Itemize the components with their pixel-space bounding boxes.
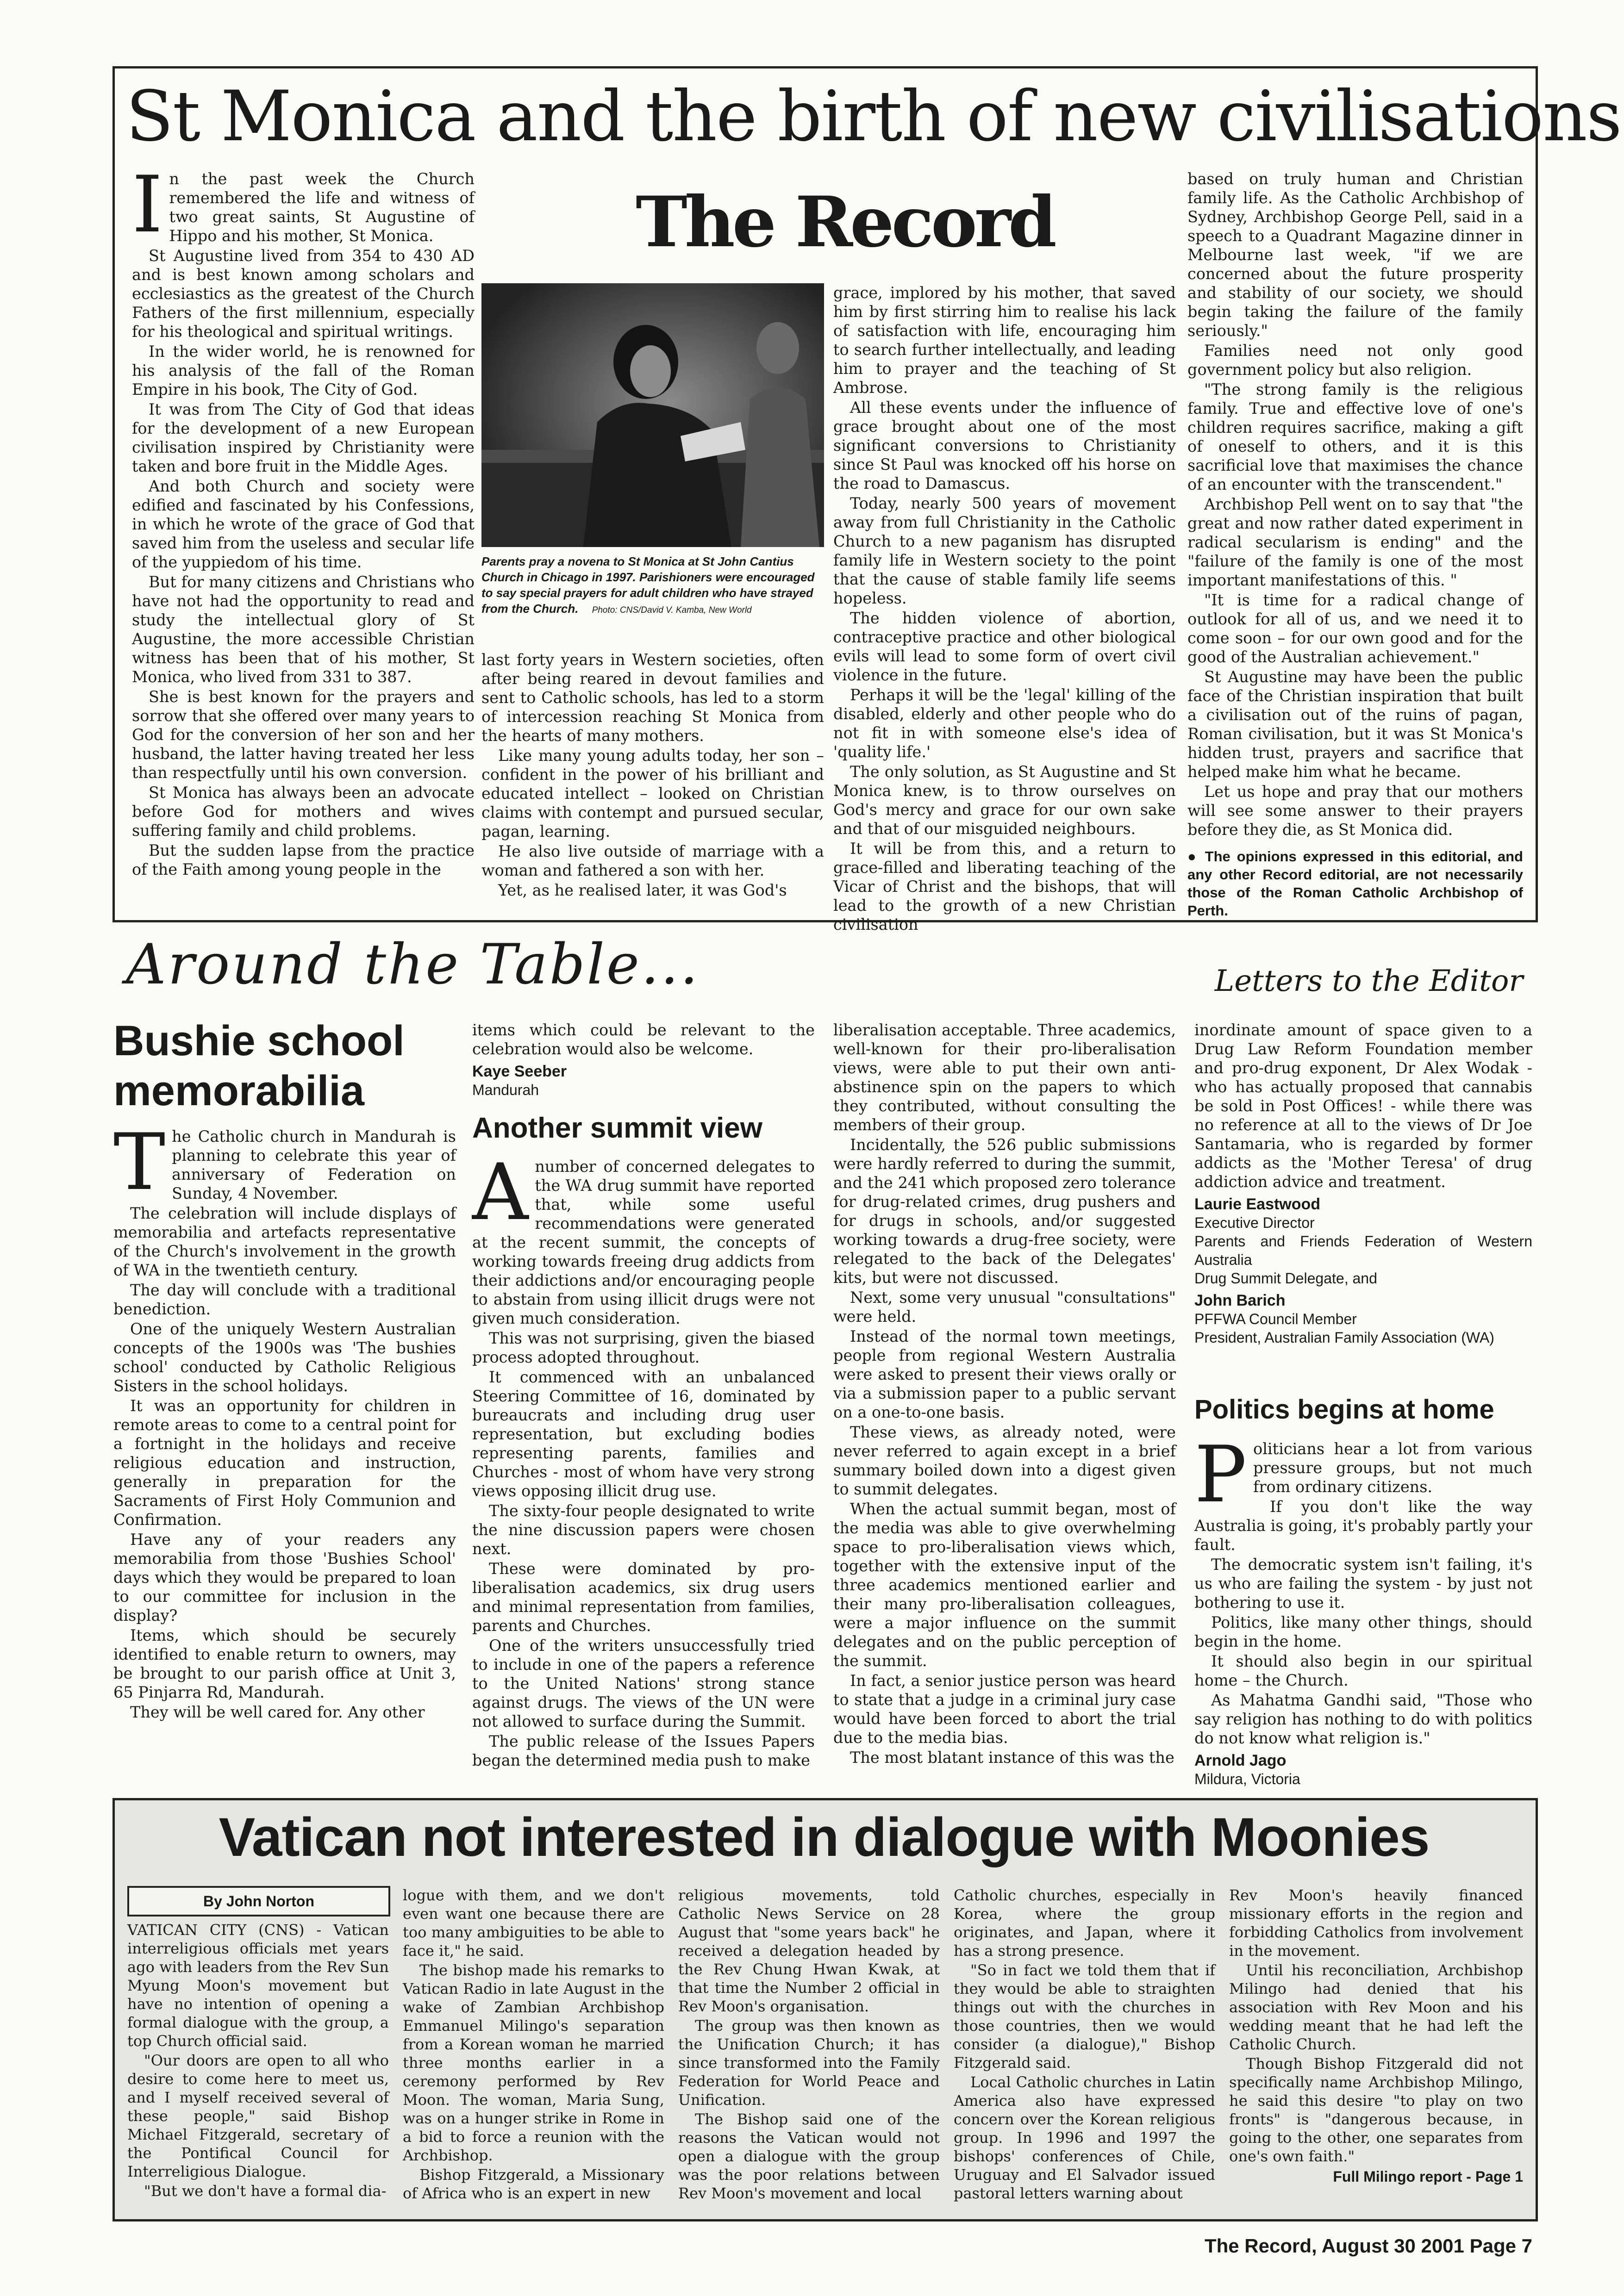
paragraph: The day will conclude with a traditional benediction. bbox=[113, 1281, 456, 1318]
paragraph: This was not surprising, given the biased process adopted throughout. bbox=[472, 1329, 815, 1366]
signature-name: John Barich bbox=[1194, 1292, 1286, 1309]
signature-place: Mildura, Victoria bbox=[1194, 1771, 1300, 1787]
paragraph: he Catholic church in Mandurah is planning to celebrate this year of anniversary of Federation on Sunday, 4 November. bbox=[172, 1127, 456, 1202]
vatican-column-1 bbox=[127, 1921, 389, 2208]
paragraph: n the past week the Church remembered the life and witness of two great saints, St Augustine of Hippo and his mother, St Monica. bbox=[169, 170, 475, 245]
photo-credit: Photo: CNS/David V. Kamba, New World bbox=[592, 605, 752, 615]
paragraph: Incidentally, the 526 public submissions were hardly referred to during the summit, and the 241 which proposed zero tolerance for drug-related crimes, drug pushers and for drugs in schools, and/or suggested working towards a drug-free society, were relegated to the back of the Delegates' kits, but were not discussed. bbox=[833, 1136, 1176, 1287]
paragraph: Though Bishop Fitzgerald did not specifically name Archbishop Milingo, he said this desire "to play on two fronts" is "dangerous because, in going to the other, one separates from one's own faith." bbox=[1229, 2055, 1523, 2165]
signature-line: Executive Director bbox=[1194, 1214, 1315, 1231]
paragraph: The only solution, as St Augustine and St Monica knew, is to throw ourselves on God's mercy and grace for our own sake and that of our misguided neighbours. bbox=[833, 763, 1176, 838]
summit-letter-column-3 bbox=[1194, 1020, 1532, 1391]
paragraph: It commenced with an unbalanced Steering Committee of 16, dominated by bureaucrats and including drug user representation, but excluding bodies representing parents, families and Churches - most of whom have very strong views opposing illicit drug use. bbox=[472, 1368, 815, 1500]
paragraph: The democratic system isn't failing, it's us who are failing the system - by just not bothering to use it. bbox=[1194, 1556, 1532, 1612]
paragraph: The public release of the Issues Papers began the determined media push to make bbox=[472, 1732, 815, 1769]
paragraph: Next, some very unusual "consultations" were held. bbox=[833, 1288, 1176, 1325]
summit-headline: Another summit view bbox=[472, 1112, 762, 1144]
paragraph: These views, as already noted, were never referred to again except in a brief summary boiled down into a digest given to summit delegates. bbox=[833, 1423, 1176, 1498]
paragraph: The Bishop said one of the reasons the Vatican would not open a dialogue with the group was the poor relations between Rev Moon's movement and local bbox=[678, 2110, 940, 2202]
jump-reference[interactable]: Full Milingo report - Page 1 bbox=[1333, 2168, 1523, 2185]
politics-headline: Politics begins at home bbox=[1194, 1394, 1494, 1425]
paragraph: inordinate amount of space given to a Drug Law Reform Foundation member and pro-drug exponent, Dr Alex Wodak - who has actually proposed that cannabis be sold in Post Offices! - while there was no reference at all to the views of Dr Joe Santamaria, who is regarded by former addicts as the 'Mother Teresa' of drug addiction advice and treatment. bbox=[1194, 1021, 1532, 1191]
signature-line: President, Australian Family Association (WA) bbox=[1194, 1329, 1494, 1346]
paragraph: In fact, a senior justice person was heard to state that a judge in a criminal jury case would have been forced to abort the trial due to the media bias. bbox=[833, 1672, 1176, 1747]
byline: By John Norton bbox=[203, 1893, 314, 1910]
vatican-column-4 bbox=[954, 1886, 1215, 2210]
paragraph: St Augustine lived from 354 to 430 AD and is best known among scholars and ecclesiastics as the greatest of the Church Fathers of the first millennium, especially for his theological and spiritual writings. bbox=[132, 247, 475, 341]
summit-letter-column-2 bbox=[833, 1020, 1176, 1796]
paragraph: Perhaps it will be the 'legal' killing of the disabled, elderly and other people who do not fit in with someone else's idea of 'quality life.' bbox=[833, 686, 1176, 761]
paragraph: But the sudden lapse from the practice of the Faith among young people in the bbox=[132, 841, 475, 878]
drop-cap: I bbox=[132, 159, 163, 250]
paragraph: based on truly human and Christian family life. As the Catholic Archbishop of Sydney, Archbishop George Pell, said in a speech to a Quadrant Magazine dinner in Melbourne last week, "if we are concerned about the future prosperity and stability of our society, we should begin taking the failure of the family seriously." bbox=[1187, 170, 1523, 340]
vatican-column-3 bbox=[678, 1886, 940, 2210]
paragraph: They will be well cared for. Any other bbox=[130, 1703, 425, 1721]
paragraph: One of the writers unsuccessfully tried to include in one of the papers a reference to the United Nations' strong stance against drugs. The views of the UN were not allowed to surface during the Summit. bbox=[472, 1636, 815, 1730]
paragraph: She is best known for the prayers and sorrow that she offered over many years to God for the conversion of her son and her husband, the latter having treated her less than respectfully until his own conversion. bbox=[132, 688, 475, 782]
paragraph: St Monica has always been an advocate before God for mothers and wives suffering family and child problems. bbox=[132, 784, 475, 840]
drop-cap: P bbox=[1194, 1429, 1247, 1520]
paragraph: items which could be relevant to the celebration would also be welcome. bbox=[472, 1021, 815, 1058]
masthead-logo: The Record bbox=[636, 181, 1054, 263]
paragraph: The celebration will include displays of memorabilia and artefacts representative of the Church's involvement in the growth of WA in the twentieth century. bbox=[113, 1204, 456, 1279]
paragraph: All these events under the influence of grace brought about one of the most significant conversions to Christianity since St Paul was knocked off his horse on the road to Damascus. bbox=[833, 398, 1176, 492]
paragraph: In the wider world, he is renowned for his analysis of the fall of the Roman Empire in his book, The City of God. bbox=[132, 342, 475, 398]
paragraph: Bishop Fitzgerald, a Missionary of Africa who is an expert in new bbox=[403, 2166, 664, 2202]
paragraph: The most blatant instance of this was the bbox=[850, 1748, 1174, 1767]
editorial-disclaimer: ● The opinions expressed in this editorial, and any other Record editorial, are not necessarily those of the Roman Catholic Archbishop of Perth. bbox=[1187, 848, 1523, 919]
paragraph: Let us hope and pray that our mothers will see some answer to their prayers before they die, as St Monica did. bbox=[1187, 783, 1523, 839]
paragraph: Instead of the normal town meetings, people from regional Western Australia were asked to present their views orally or via a submission paper to a public servant on a one-to-one basis. bbox=[833, 1327, 1176, 1421]
bushie-headline: Bushie school memorabilia bbox=[113, 1017, 405, 1114]
paragraph: Like many young adults today, her son – confident in the power of his brilliant and educated intellect – looked on Christian claims with contempt and pursued secular, pagan, learning. bbox=[481, 747, 824, 840]
photo-illustration bbox=[481, 283, 824, 547]
editorial-column-3 bbox=[833, 283, 1176, 933]
signature-name: Arnold Jago bbox=[1194, 1752, 1287, 1769]
editorial-column-1 bbox=[132, 159, 475, 910]
paragraph: The group was then known as the Unification Church; it has since transformed into the Family Federation for World Peace and Unification. bbox=[678, 2017, 940, 2109]
vatican-headline: Vatican not interested in dialogue with Moonies bbox=[219, 1807, 1430, 1868]
paragraph: "Our doors are open to all who desire to come here to meet us, and I myself received several of these people," said Bishop Michael Fitzgerald, secretary of the Pontifical Council for Interreligious Dialogue. bbox=[127, 2052, 389, 2180]
paragraph: VATICAN CITY (CNS) - Vatican interreligious officials met years ago with leaders from the Rev Sun Myung Moon's movement but have no intention of opening a formal dialogue with the group, a top Church official said. bbox=[127, 1921, 389, 2050]
editorial-headline: St Monica and the birth of new civilisations bbox=[126, 76, 1621, 157]
paragraph: Today, nearly 500 years of movement away from full Christianity in the Catholic Church to a new paganism has disrupted family life in Western society to the point that the cause of stable family life seems hopeless. bbox=[833, 494, 1176, 607]
paragraph: When the actual summit began, most of the media was able to give overwhelming space to pro-liberalisation views which, together with the extensive input of the three academics mentioned earlier and their many pro-liberalisation colleagues, were a major influence on the summit delegates and on the public perception of the summit. bbox=[833, 1500, 1176, 1670]
paragraph: As Mahatma Gandhi said, "Those who say religion has nothing to do with politics do not know what religion is." bbox=[1194, 1691, 1532, 1747]
paragraph: Local Catholic churches in Latin America also have expressed concern over the Korean religious group. In 1996 and 1997 the bishops' conferences of Chile, Uruguay and El Salvador issued pastoral letters warning about bbox=[954, 2073, 1215, 2202]
page-footer: The Record, August 30 2001 Page 7 bbox=[1204, 2235, 1532, 2257]
photo-parents-praying bbox=[481, 283, 824, 547]
drop-cap: A bbox=[472, 1147, 529, 1238]
summit-letter-column-1 bbox=[472, 1147, 815, 1796]
vatican-column-5 bbox=[1229, 1886, 1523, 2210]
paragraph: "The strong family is the religious family. True and effective love of one's children requires sacrifice, making a gift of oneself to others, and it is this sacrificial love that maximises the chance of an encounter with the transcendent." bbox=[1187, 380, 1523, 493]
paragraph: "It is time for a radical change of outlook for all of us, and we need it to come soon – for our own good and for the good of the Australian achievement." bbox=[1187, 591, 1523, 666]
paragraph: "So in fact we told them that if they would be able to straighten things out with the churches in those countries, then we would consider (a dialogue)," Bishop Fitzgerald said. bbox=[954, 1961, 1215, 2072]
paragraph: St Augustine may have been the public face of the Christian inspiration that built a civilisation out of the ruins of pagan, Roman civilisation, but it was St Monica's hidden trust, prayers and sacrifice that helped make him what he became. bbox=[1187, 668, 1523, 781]
caption-text: Parents pray a novena to St Monica at St John Cantius Church in Chicago in 1997. Parishioners were encouraged to say special prayers for adult children who have strayed from the Church. bbox=[481, 554, 815, 616]
paragraph: It should also begin in our spiritual home – the Church. bbox=[1194, 1652, 1532, 1689]
paragraph: number of concerned delegates to the WA drug summit have reported that, while some useful recommendations were generated at the recent summit, the concepts of working towards freeing drug addicts from their addictions and/or encouraging people to abstain from using illicit drugs were not given much consideration. bbox=[472, 1157, 815, 1327]
paragraph: logue with them, and we don't even want one because there are too many ambiguities to be able to face it," he said. bbox=[403, 1886, 664, 1960]
paragraph: Archbishop Pell went on to say that "the great and now rather dated experiment in radical secularism is ending" and the "failure of the family is one of the most important manifestations of this. " bbox=[1187, 495, 1523, 589]
paragraph: Catholic churches, especially in Korea, where the group originates, and Japan, where it has a strong presence. bbox=[954, 1886, 1215, 1960]
signature-name: Kaye Seeber bbox=[472, 1063, 567, 1080]
paragraph: Yet, as he realised later, it was God's bbox=[498, 881, 787, 899]
paragraph: If you don't like the way Australia is going, it's probably partly your fault. bbox=[1194, 1498, 1532, 1554]
paragraph: oliticians hear a lot from various pressure groups, but not much from ordinary citizens. bbox=[1253, 1440, 1532, 1496]
signature-place: Mandurah bbox=[472, 1082, 539, 1098]
signature-line: Parents and Friends Federation of Western Australia bbox=[1194, 1233, 1532, 1268]
paragraph: Families need not only good government policy but also religion. bbox=[1187, 342, 1523, 379]
paragraph: It was an opportunity for children in remote areas to come to a central point for a fortnight in the holidays and receive religious education and instruction, generally in preparation for the Sacraments of First Holy Communion and Confirmation. bbox=[113, 1397, 456, 1529]
paragraph: But for many citizens and Christians who have not had the opportunity to read and study the intellectual glory of St Augustine, the more accessible Christian witness has been that of his mother, St Monica, who lived from 331 to 387. bbox=[132, 573, 475, 686]
paragraph: grace, implored by his mother, that saved him by first stirring him to realise his lack of satisfaction with life, encouraging him to search further intellectually, and leading him to prayer and the teaching of St Ambrose. bbox=[833, 284, 1176, 397]
paragraph: Rev Moon's heavily financed missionary efforts in the region and forbidding Catholics from involvement in the movement. bbox=[1229, 1886, 1523, 1960]
paragraph: It was from The City of God that ideas for the development of a new European civilisation inspired by Christianity were taken and bore fruit in the Middle Ages. bbox=[132, 400, 475, 475]
editorial-column-4 bbox=[1187, 169, 1523, 919]
paragraph: liberalisation acceptable. Three academics, well-known for their pro-liberalisation views, were able to put their own anti-abstinence spin on the papers to which they contributed, without consulting the members of their group. bbox=[833, 1021, 1176, 1134]
paragraph: Have any of your readers any memorabilia from those 'Bushies School' days which they would be prepared to loan to our committee for inclusion in the display? bbox=[113, 1531, 456, 1624]
signature-line: Drug Summit Delegate, and bbox=[1194, 1270, 1377, 1287]
paragraph: Until his reconciliation, Archbishop Milingo had denied that his association with Rev Moon and his wedding meant that he had left the Catholic Church. bbox=[1229, 1961, 1523, 2053]
paragraph: It will be from this, and a return to grace-filled and liberating teaching of the Vicar of Christ and the bishops, that will lead to the growth of a new Christian civilisation bbox=[833, 840, 1176, 933]
paragraph: last forty years in Western societies, often after being reared in devout families and sent to Catholic schools, has led to a storm of intercession reaching St Monica from the hearts of many mothers. bbox=[481, 651, 824, 745]
paragraph: And both Church and society were edified and fascinated by his Confessions, in which he wrote of the grace of God that saved him from the useless and secular life of the yuppiedom of his time. bbox=[132, 477, 475, 571]
paragraph: Items, which should be securely identified to enable return to owners, may be brought to our parish office at Unit 3, 65 Pinjarra Rd, Mandurah. bbox=[113, 1626, 456, 1701]
drop-cap: T bbox=[113, 1117, 166, 1207]
paragraph: Politics, like many other things, should begin in the home. bbox=[1194, 1613, 1532, 1650]
signature-line: PFFWA Council Member bbox=[1194, 1311, 1357, 1327]
politics-letter bbox=[1194, 1429, 1532, 1796]
paragraph: He also live outside of marriage with a woman and fathered a son with her. bbox=[481, 842, 824, 879]
byline-box bbox=[127, 1886, 390, 1916]
bushie-letter bbox=[113, 1117, 456, 1793]
bushie-letter-continued bbox=[472, 1020, 815, 1098]
editorial-column-2 bbox=[481, 650, 824, 909]
photo-caption bbox=[481, 554, 824, 618]
paragraph: "But we don't have a formal dia- bbox=[144, 2182, 387, 2200]
signature-name: Laurie Eastwood bbox=[1194, 1195, 1321, 1213]
paragraph: religious movements, told Catholic News Service on 28 August that "some years back" he received a delegation headed by the Rev Chung Hwan Kwak, at that time the Number 2 official in Rev Moon's organisation. bbox=[678, 1886, 940, 2015]
paragraph: The bishop made his remarks to Vatican Radio in late August in the wake of Zambian Archbishop Emmanuel Milingo's separation from a Korean woman he married three months earlier in a ceremony performed by Rev Moon. The woman, Maria Sung, was on a hunger strike in Rome in a bid to force a reunion with the Archbishop. bbox=[403, 1961, 664, 2164]
paragraph: The sixty-four people designated to write the nine discussion papers were chosen next. bbox=[472, 1502, 815, 1558]
paragraph: These were dominated by pro-liberalisation academics, six drug users and minimal representation from families, parents and Churches. bbox=[472, 1560, 815, 1635]
section-subtitle-letters: Letters to the Editor bbox=[1214, 964, 1523, 998]
paragraph: One of the uniquely Western Australian concepts of the 1900s was 'The bushies school' conducted by Catholic Religious Sisters in the school holidays. bbox=[113, 1320, 456, 1395]
paragraph: The hidden violence of abortion, contraceptive practice and other biological evils will lead to some form of overt civil violence in the future. bbox=[833, 609, 1176, 684]
section-title-around-the-table: Around the Table... bbox=[126, 933, 700, 997]
vatican-column-2 bbox=[403, 1886, 664, 2210]
